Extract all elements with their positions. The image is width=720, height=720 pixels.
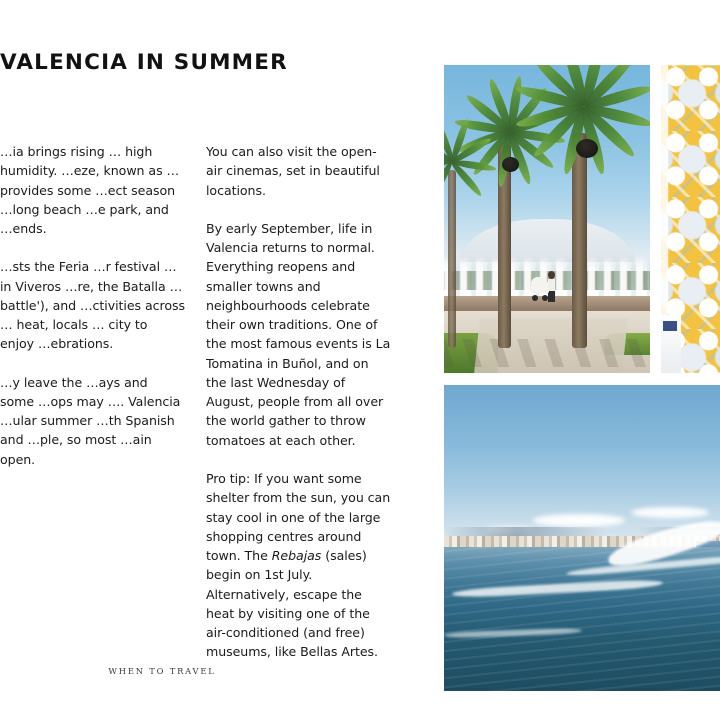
paragraph-pro-tip bbox=[206, 469, 391, 662]
paragraph: You can also visit the open-air cinemas, set in beautiful locations. bbox=[206, 144, 380, 198]
palm-trunk bbox=[448, 170, 456, 349]
tile-baseboard bbox=[661, 315, 681, 373]
palm-shadows bbox=[444, 339, 650, 367]
paragraph: …ia brings rising … high humidity. …eze, known as … provides some …ect season …long beach …e park, and …ends. bbox=[0, 144, 180, 237]
cloud bbox=[533, 514, 625, 527]
running-footer: WHEN TO TRAVEL bbox=[108, 666, 216, 676]
text-column-left bbox=[0, 142, 185, 662]
person-with-stroller bbox=[531, 271, 559, 305]
palm-trunk bbox=[572, 133, 587, 349]
date-cluster bbox=[576, 139, 598, 158]
photo-beach-sea bbox=[444, 385, 720, 691]
article-body bbox=[0, 142, 391, 662]
rebajas-italic-term: Rebajas bbox=[271, 548, 322, 564]
page-title: VALENCIA IN SUMMER bbox=[0, 50, 288, 75]
text-column-right bbox=[206, 142, 391, 662]
pro-tip-text-before: Pro tip: If you want some shelter from the sun, you can stay cool in one of the large shopping centres around town. The bbox=[206, 470, 391, 564]
paragraph: …y leave the …ays and some …ops may …. Valencia …ular summer …th Spanish and …ple, so most …ain open. bbox=[0, 374, 181, 467]
photo-woman-tile-wall bbox=[661, 65, 720, 373]
pro-tip-text-after: (sales) begin on 1st July. Alternatively, escape the heat by visiting one of the air-conditioned (and free) museums, like Bellas Artes. bbox=[206, 548, 378, 660]
paragraph: …sts the Feria …r festival … in Viveros …re, the Batalla …battle'), and …ctivities across … heat, locals … city to enjoy …ebrations. bbox=[0, 259, 185, 352]
photo-palms-fountains bbox=[444, 65, 650, 373]
paragraph: By early September, life in Valencia returns to normal. Everything reopens and smaller towns and neighbourhoods celebrate their own traditions. One of the most famous events is La Tomatina in Buñol, and on the last Wednesday of August, people from all over the world gather to throw tomatoes at each other. bbox=[206, 220, 391, 448]
